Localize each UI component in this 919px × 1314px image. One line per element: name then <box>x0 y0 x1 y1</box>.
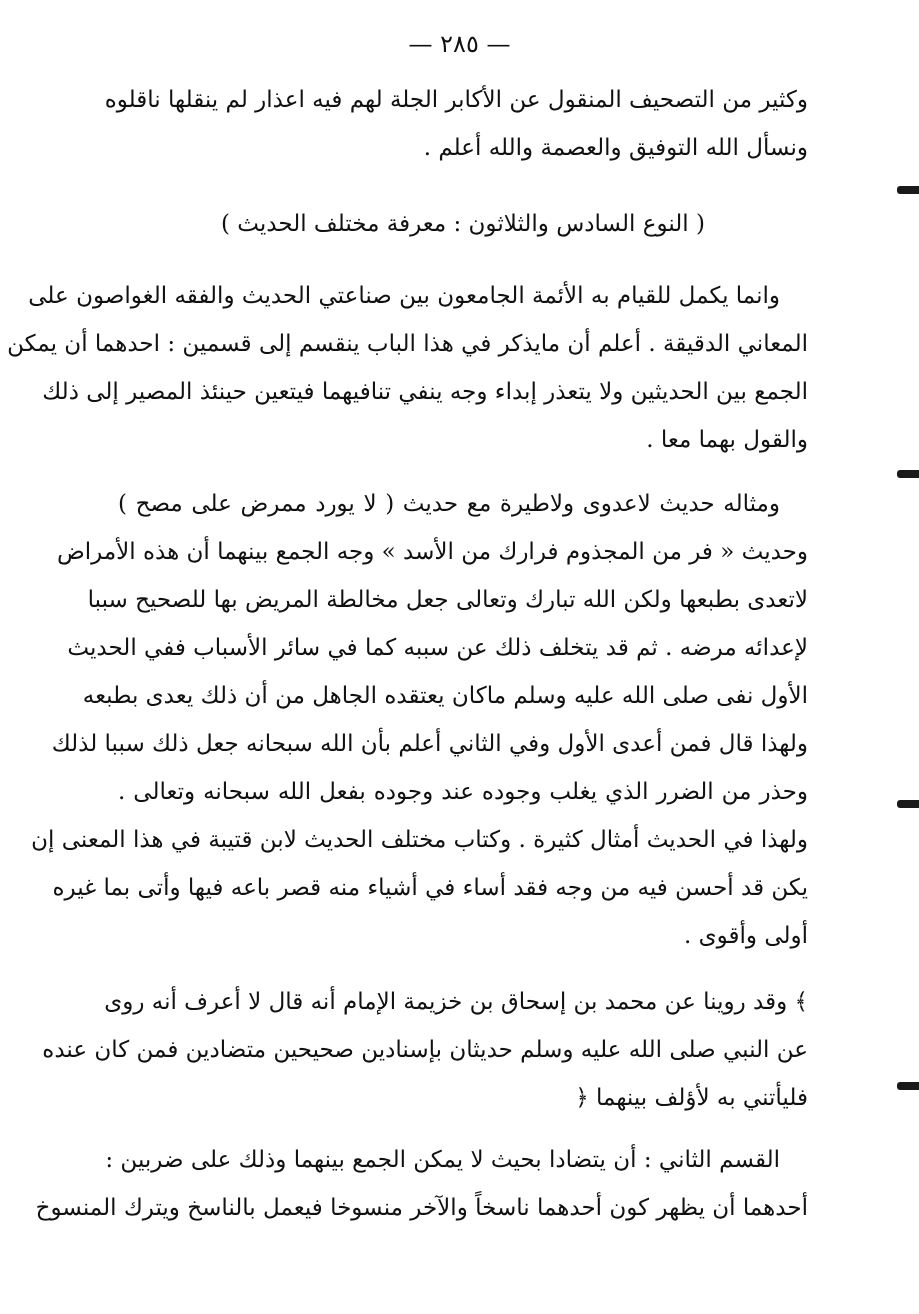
text-line: فليأتني به لأؤلف بينهما ﴿ <box>575 1085 808 1111</box>
text-line: وحديث « فر من المجذوم فرارك من الأسد » وجه الجمع بينهما أن هذه الأمراض <box>56 539 808 565</box>
text-line: لإعدائه مرضه . ثم قد يتخلف ذلك عن سببه كما في سائر الأسباب ففي الحديث <box>67 635 808 661</box>
scan-edge-mark <box>897 470 919 478</box>
text-line: المعاني الدقيقة . أعلم أن مايذكر في هذا الباب ينقسم إلى قسمين : احدهما أن يمكن <box>7 331 808 357</box>
text-line: وحذر من الضرر الذي يغلب وجوده عند وجوده بفعل الله سبحانه وتعالى . <box>118 779 808 805</box>
text-line: الجمع بين الحديثين ولا يتعذر إبداء وجه ينفي تنافيهما فيتعين حينئذ المصير إلى ذلك <box>42 379 808 405</box>
text-line: ولهذا في الحديث أمثال كثيرة . وكتاب مختلف الحديث لابن قتيبة في هذا المعنى إن <box>31 827 808 853</box>
text-line: ومثاله حديث لاعدوى ولاطيرة مع حديث ( لا يورد ممرض على مصح ) <box>118 491 780 517</box>
paragraph-1 <box>7 272 808 464</box>
paragraph-2 <box>31 480 808 960</box>
text-line: والقول بهما معا . <box>646 427 808 453</box>
text-line: وانما يكمل للقيام به الأئمة الجامعون بين صناعتي الحديث والفقه الغواصون على <box>28 283 780 309</box>
text-line: ﴾ وقد روينا عن محمد بن إسحاق بن خزيمة الإمام أنه قال لا أعرف أنه روى <box>104 989 808 1015</box>
text-line: القسم الثاني : أن يتضادا بحيث لا يمكن الجمع بينهما وذلك على ضربين : <box>105 1147 780 1173</box>
scan-edge-mark <box>897 800 919 808</box>
text-line: أولى وأقوى . <box>684 923 808 949</box>
text-line: وكثير من التصحيف المنقول عن الأكابر الجلة لهم فيه اعذار لم ينقلها ناقلوه <box>104 87 808 113</box>
text-line: يكن قد أحسن فيه من وجه فقد أساء في أشياء منه قصر باعه فيها وأتى بما غيره <box>52 875 808 901</box>
paragraph-4 <box>35 1136 808 1232</box>
paragraph-3 <box>42 978 808 1122</box>
text-line: لاتعدى بطبعها ولكن الله تبارك وتعالى جعل مخالطة المريض بها للصحيح سببا <box>87 587 808 613</box>
text-line: عن النبي صلى الله عليه وسلم حديثان بإسنادين صحيحين متضادين فمن كان عنده <box>42 1037 808 1063</box>
intro-paragraph <box>104 76 808 172</box>
text-line: ونسأل الله التوفيق والعصمة والله أعلم . <box>423 135 808 161</box>
scan-edge-mark <box>897 1082 919 1090</box>
section-heading: ( النوع السادس والثلاثون : معرفة مختلف الحديث ) <box>221 211 705 237</box>
scan-edge-mark <box>897 186 919 194</box>
text-line: ولهذا قال فمن أعدى الأول وفي الثاني أعلم بأن الله سبحانه جعل ذلك سببا لذلك <box>51 731 808 757</box>
text-line: الأول نفى صلى الله عليه وسلم ماكان يعتقده الجاهل من أن ذلك يعدى بطبعه <box>82 683 808 709</box>
text-line: أحدهما أن يظهر كون أحدهما ناسخاً والآخر منسوخا فيعمل بالناسخ ويترك المنسوخ <box>35 1195 808 1221</box>
page-number: — ٢٨٥ — <box>408 30 511 58</box>
